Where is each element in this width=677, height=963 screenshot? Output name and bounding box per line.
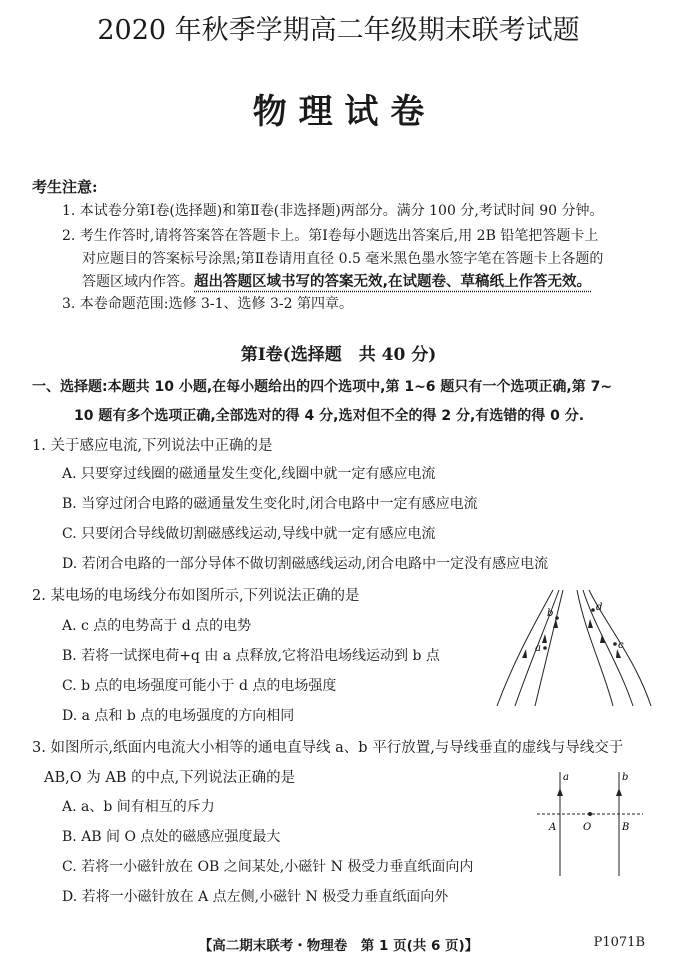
question-1-option-a: A. 只要穿过线圈的磁通量发生变化,线圈中就一定有感应电流	[62, 466, 436, 482]
paper-code: P1071B	[593, 935, 645, 950]
subject-title: 物 理 试 卷	[252, 92, 425, 132]
section-instructions-line-2: 10 题有多个选项正确,全部选对的得 4 分,选对但不全的得 2 分,有选错的得 0 分.	[74, 408, 585, 424]
question-2-option-c: C. b 点的电场强度可能小于 d 点的电场强度	[62, 678, 337, 694]
wire-b-arrow	[616, 788, 622, 796]
label-a: a	[563, 772, 569, 783]
arrow-1	[522, 649, 527, 658]
notice-item-2-prefix: 答题区域内作答。	[82, 274, 194, 290]
label-b: b	[547, 608, 554, 619]
label-d: d	[596, 602, 603, 613]
point-a	[543, 646, 547, 650]
exam-title: 2020 年秋季学期高二年级期末联考试题	[97, 15, 580, 46]
question-1-option-d: D. 若闭合电路的一部分导体不做切割磁感线运动,闭合电路中一定没有感应电流	[62, 556, 549, 572]
notice-item-1: 1. 本试卷分第Ⅰ卷(选择题)和第Ⅱ卷(非选择题)两部分。满分 100 分,考试时间 90 分钟。	[62, 203, 604, 219]
question-1-option-b: B. 当穿过闭合电路的磁通量发生变化时,闭合电路中一定有感应电流	[62, 496, 478, 512]
point-b	[555, 616, 559, 620]
label-A: A	[549, 822, 557, 833]
notice-heading: 考生注意:	[32, 178, 98, 196]
label-a: a	[535, 643, 541, 654]
question-3-option-c: C. 若将一小磁针放在 OB 之间某处,小磁针 N 极受力垂直纸面向内	[62, 859, 474, 875]
parallel-wires-figure	[535, 768, 645, 880]
electric-field-figure	[495, 588, 655, 708]
arrow-5	[600, 634, 605, 643]
label-B: B	[622, 822, 630, 833]
arrow-2	[542, 634, 547, 643]
question-2-stem: 2. 某电场的电场线分布如图所示,下列说法正确的是	[32, 588, 360, 604]
question-3-option-a: A. a、b 间有相互的斥力	[62, 799, 215, 815]
section-instructions-line-1: 一、选择题:本题共 10 小题,在每小题给出的四个选项中,第 1~6 题只有一个选项正确,第 7~	[32, 379, 613, 395]
point-d	[591, 608, 595, 612]
label-O: O	[583, 822, 592, 833]
question-2-option-b: B. 若将一试探电荷+q 由 a 点释放,它将沿电场线运动到 b 点	[62, 648, 440, 664]
question-3-option-b: B. AB 间 O 点处的磁感应强度最大	[62, 829, 281, 845]
label-b: b	[622, 772, 629, 783]
question-3-stem-line-1: 3. 如图所示,纸面内电流大小相等的通电直导线 a、b 平行放置,与导线垂直的虚线与导线交于	[32, 740, 624, 756]
notice-item-2-emphasis: 超出答题区域书写的答案无效,在试题卷、草稿纸上作答无效。	[194, 274, 592, 290]
notice-item-2-line-2: 对应题目的答案标号涂黑;第Ⅱ卷请用直径 0.5 毫米黑色墨水签字笔在答题卡上各题的	[82, 251, 604, 267]
wire-a-arrow	[557, 788, 563, 796]
notice-item-2-line-3	[82, 270, 591, 291]
question-3-option-d: D. 若将一小磁针放在 A 点左侧,小磁针 N 极受力垂直纸面向外	[62, 889, 449, 905]
notice-item-3: 3. 本卷命题范围:选修 3-1、选修 3-2 第四章。	[62, 296, 353, 312]
question-1-option-c: C. 只要闭合导线做切割磁感线运动,导线中就一定有感应电流	[62, 526, 436, 542]
section-title: 第Ⅰ卷(选择题 共 40 分)	[240, 345, 437, 365]
point-o	[588, 812, 592, 816]
notice-item-2-line-1: 2. 考生作答时,请将答案答在答题卡上。第Ⅰ卷每小题选出答案后,用 2B 铅笔把答题卡上	[62, 228, 599, 244]
label-c: c	[618, 640, 624, 651]
question-2-option-a: A. c 点的电势高于 d 点的电势	[62, 618, 252, 634]
question-2-option-d: D. a 点和 b 点的电场强度的方向相同	[62, 708, 295, 724]
question-1-stem: 1. 关于感应电流,下列说法中正确的是	[32, 438, 273, 454]
page-footer: 【高二期末联考・物理卷 第 1 页(共 6 页)】	[198, 938, 479, 954]
point-c	[613, 642, 617, 646]
arrow-6	[588, 619, 593, 628]
question-3-stem-line-2: AB,O 为 AB 的中点,下列说法正确的是	[44, 770, 296, 786]
